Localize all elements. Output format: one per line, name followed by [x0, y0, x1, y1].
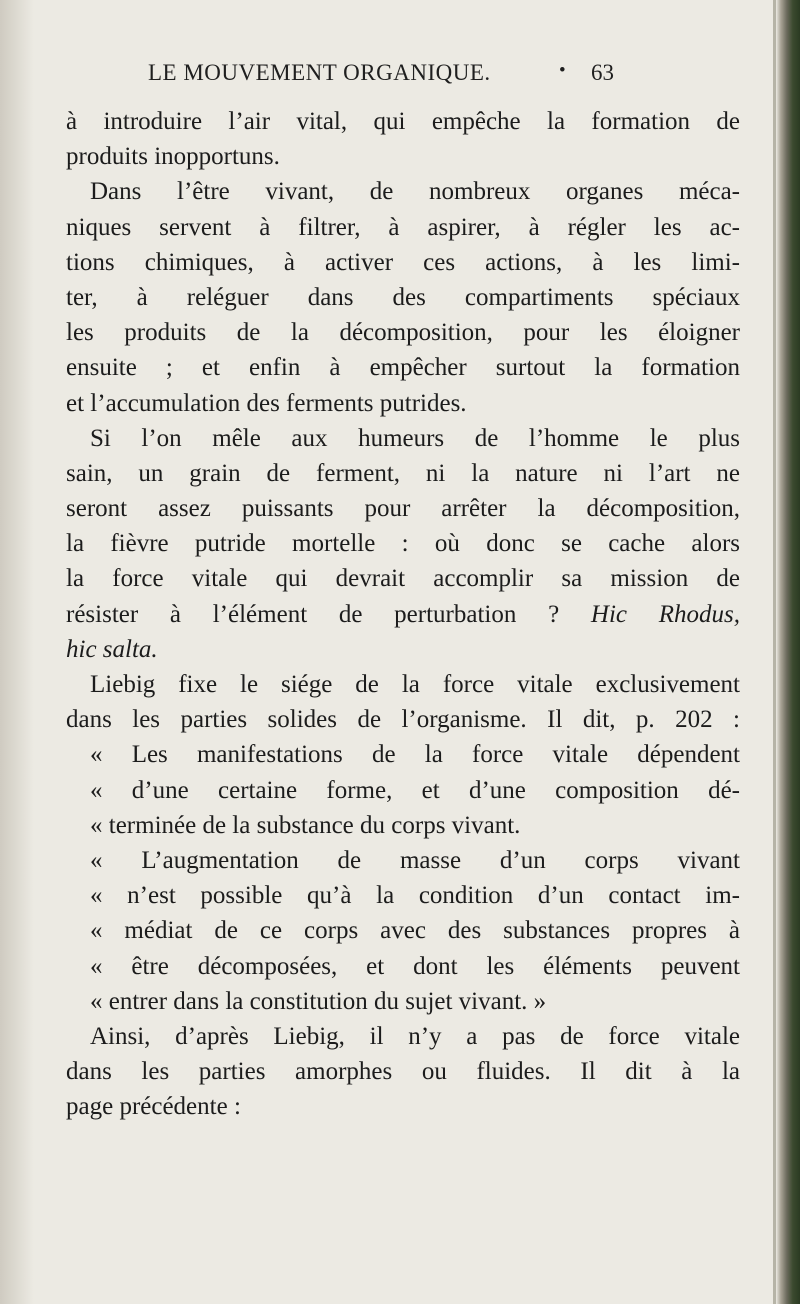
text-line: produits inopportuns.	[66, 143, 280, 171]
text-line: à introduire l’air vital, qui empêche la formation de	[66, 108, 740, 135]
text-fragment: résister à l’élément de perturbation ?	[66, 600, 560, 628]
text-line: dans les parties solides de l’organisme. Il dit, p. 202 :	[66, 706, 740, 734]
text-line: ter, à reléguer dans des compartiments spéciaux	[66, 283, 740, 311]
text-line	[66, 632, 740, 667]
text-line: et l’accumulation des ferments putrides.	[66, 389, 467, 417]
quote-line: « médiat de ce corps avec des substances propres à	[90, 917, 740, 945]
body-text	[66, 104, 740, 1124]
page-left-edge	[0, 0, 34, 1304]
text-line: Si l’on mêle aux humeurs de l’homme le plus	[90, 424, 740, 452]
quote-line: « entrer dans la constitution du sujet vivant. »	[90, 987, 547, 1015]
quote-line: « d’une certaine forme, et d’une composition dé-	[90, 776, 740, 804]
italic-phrase: hic salta.	[66, 635, 158, 663]
quote-line: « n’est possible qu’à la condition d’un contact im-	[90, 882, 740, 910]
text-line: la fièvre putride mortelle : où donc se cache alors	[66, 530, 740, 558]
text-line: Ainsi, d’après Liebig, il n’y a pas de force vitale	[90, 1022, 740, 1050]
page-number: 63	[591, 60, 614, 85]
quote-line: « être décomposées, et dont les éléments peuvent	[90, 952, 740, 980]
book-binding-edge	[776, 0, 800, 1304]
text-line-with-italic	[66, 597, 740, 632]
text-line: Liebig fixe le siége de la force vitale exclusivement	[90, 671, 740, 698]
italic-phrase: Hic Rhodus,	[590, 600, 740, 628]
text-line: page précédente :	[66, 1093, 241, 1121]
text-line: tions chimiques, à activer ces actions, à les limi-	[66, 248, 740, 276]
quote-line: « Les manifestations de la force vitale dépendent	[90, 741, 740, 769]
text-line: niques servent à filtrer, à aspirer, à régler les ac-	[66, 213, 740, 241]
text-line: la force vitale qui devrait accomplir sa mission de	[66, 565, 740, 593]
text-line: dans les parties amorphes ou fluides. Il dit à la	[66, 1058, 740, 1086]
header-bullet: •	[559, 60, 566, 81]
text-line: Dans l’être vivant, de nombreux organes méca-	[90, 178, 740, 206]
text-line: les produits de la décomposition, pour les éloigner	[66, 319, 740, 347]
quote-line: « terminée de la substance du corps vivant.	[90, 811, 521, 839]
text-line: seront assez puissants pour arrêter la décomposition,	[66, 495, 740, 523]
running-title: LE MOUVEMENT ORGANIQUE.	[148, 60, 491, 85]
text-line: sain, un grain de ferment, ni la nature ni l’art ne	[66, 459, 740, 487]
quote-line: « L’augmentation de masse d’un corps vivant	[90, 846, 740, 874]
page-header	[64, 60, 744, 100]
text-line: ensuite ; et enfin à empêcher surtout la formation	[66, 354, 740, 382]
